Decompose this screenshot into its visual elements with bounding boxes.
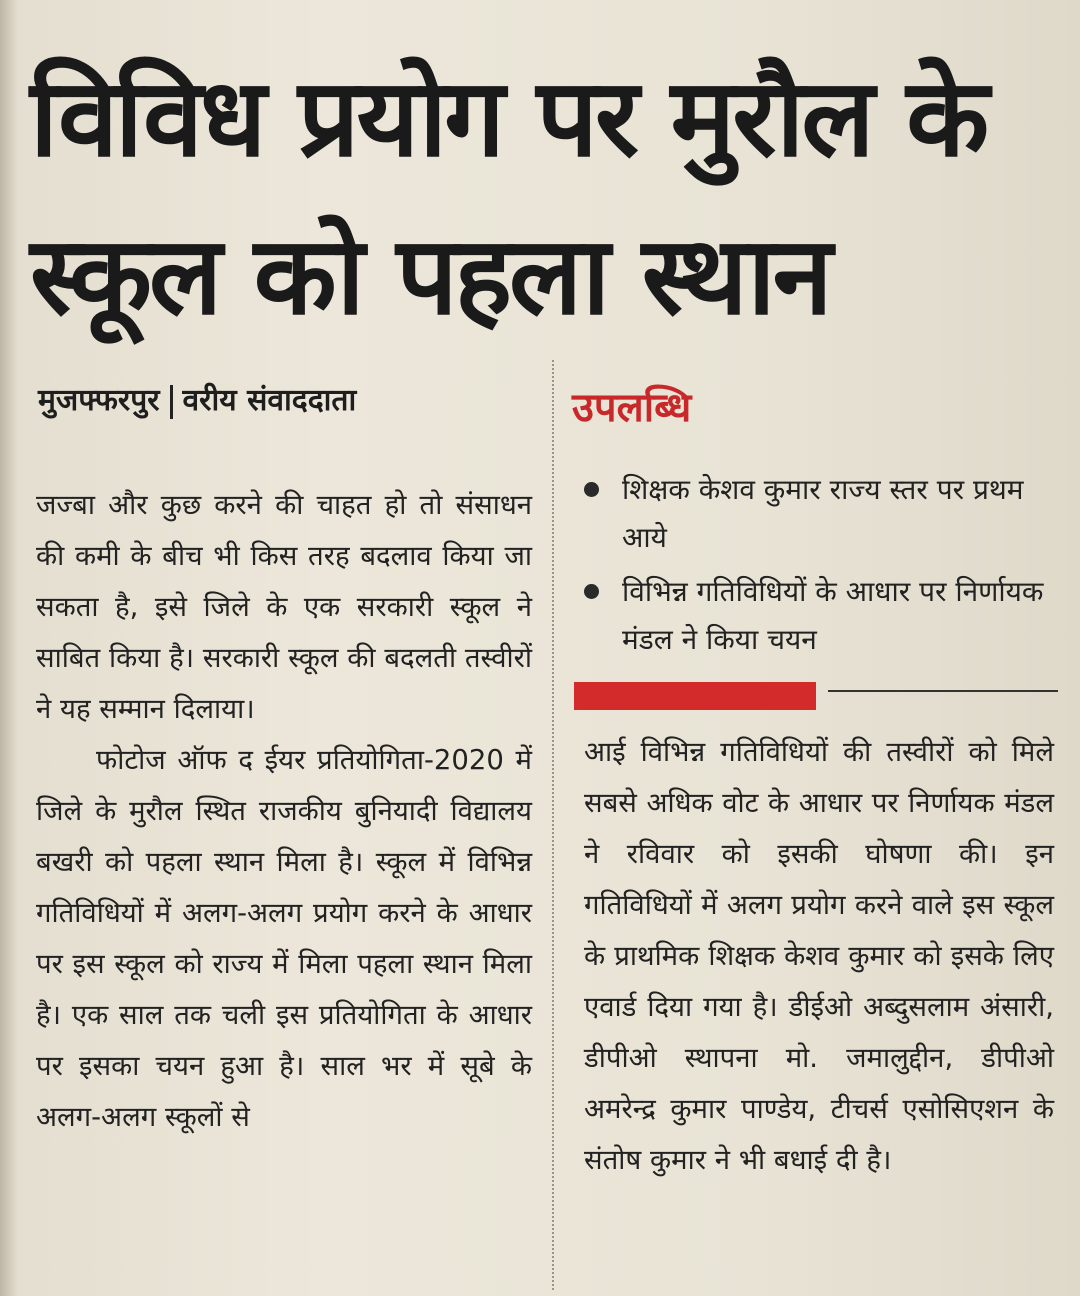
column-divider bbox=[552, 360, 554, 1290]
red-accent-bar bbox=[574, 682, 816, 710]
byline-location: मुजफ्फरपुर bbox=[38, 383, 160, 418]
article-column-right bbox=[584, 727, 1054, 1186]
headline-line-2: स्कूल को पहला स्थान bbox=[30, 214, 830, 339]
article-paragraph-3: आई विभिन्न गतिविधियों की तस्वीरों को मिले सबसे अधिक वोट के आधार पर निर्णायक मंडल ने रविवार को इसकी घोषणा की। इन गतिविधियों में अलग प्रयोग करने वाले इस स्कूल के प्राथमिक शिक्षक केशव कुमार को इसके लिए एवार्ड दिया गया है। डीईओ अब्दुसलाम अंसारी, डीपीओ स्थापना मो. जमालुद्दीन, डीपीओ अमरेन्द्र कुमार पाण्डेय, टीचर्स एसोसिएशन के संतोष कुमार ने भी बधाई दी है। bbox=[584, 736, 1054, 1176]
sidebar-kicker: उपलब्धि bbox=[572, 385, 692, 431]
highlights-list bbox=[578, 466, 1058, 670]
bullet-icon bbox=[584, 482, 599, 497]
byline-divider bbox=[170, 385, 173, 419]
highlight-text: शिक्षक केशव कुमार राज्य स्तर पर प्रथम आये bbox=[622, 473, 1024, 554]
highlight-item bbox=[578, 466, 1058, 562]
separator-rule bbox=[828, 690, 1058, 692]
article-column-left bbox=[36, 480, 532, 1143]
highlight-item bbox=[578, 568, 1058, 664]
byline bbox=[38, 378, 356, 419]
article-paragraph-1: जज्बा और कुछ करने की चाहत हो तो संसाधन की कमी के बीच भी किस तरह बदलाव किया जा सकता है, इसे जिले के एक सरकारी स्कूल ने साबित किया है। सरकारी स्कूल की बदलती तस्वीरों ने यह सम्मान दिलाया। bbox=[36, 489, 532, 725]
bullet-icon bbox=[584, 584, 599, 599]
headline bbox=[30, 40, 1070, 356]
highlight-text: विभिन्न गतिविधियों के आधार पर निर्णायक मंडल ने किया चयन bbox=[622, 575, 1044, 656]
byline-reporter: वरीय संवाददाता bbox=[182, 383, 357, 418]
headline-line-1: विविध प्रयोग पर मुरौल के bbox=[30, 56, 987, 181]
article-paragraph-2: फोटोज ऑफ द ईयर प्रतियोगिता-2020 में जिले के मुरौल स्थित राजकीय बुनियादी विद्यालय बखरी को पहला स्थान मिला है। स्कूल में विभिन्न गतिविधियों में अलग-अलग प्रयोग करने के आधार पर इस स्कूल को राज्य में मिला पहला स्थान मिला है। एक साल तक चली इस प्रतियोगिता के आधार पर इसका चयन हुआ है। साल भर में सूबे के अलग-अलग स्कूलों से bbox=[36, 744, 532, 1133]
page-edge-shadow bbox=[0, 0, 18, 1296]
